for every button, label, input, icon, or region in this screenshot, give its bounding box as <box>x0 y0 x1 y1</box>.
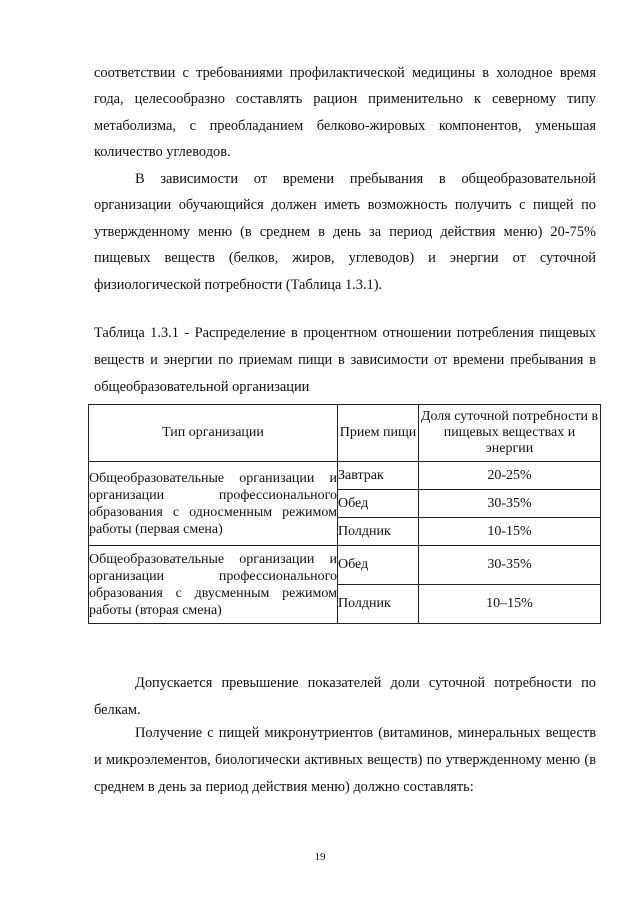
meal-cell: Обед <box>338 546 419 585</box>
column-header-org-type: Тип организации <box>89 405 338 462</box>
share-cell: 20-25% <box>419 462 601 490</box>
meal-distribution-table <box>88 404 601 624</box>
meal-cell: Полдник <box>338 585 419 624</box>
org-type-cell: Общеобразовательные организации и организации профессионального образования с односменным режимом работы (первая смена) <box>89 462 338 546</box>
meal-cell: Завтрак <box>338 462 419 490</box>
paragraph-protein-excess: Допускается превышение показателей доли суточной потребности по белкам. <box>94 675 596 718</box>
share-cell: 10–15% <box>419 585 601 624</box>
paragraph-micronutrients: Получение с пищей микронутриентов (витаминов, минеральных веществ и микроэлементов, биологически активных веществ) по утвержденному меню (в среднем в день за период действия меню) должно составлять: <box>94 725 596 795</box>
share-cell: 30-35% <box>419 546 601 585</box>
column-header-share: Доля суточной потребности в пищевых веществах и энергии <box>419 405 601 462</box>
paragraph-nutrient-requirement: В зависимости от времени пребывания в общеобразовательной организации обучающийся должен иметь возможность получить с пищей по утвержденному меню (в среднем в день за период действия меню) 20-75% пищевых веществ (белков, жиров, углеводов) и энергии от суточной физиологической потребности (Таблица 1.3.1). <box>94 171 596 293</box>
share-cell: 30-35% <box>419 490 601 518</box>
paragraph-cold-season-diet: соответствии с требованиями профилактической медицины в холодное время года, целесообразно составлять рацион применительно к северному типу метаболизма, с преобладанием белково-жировых компонентов, уменьшая количество углеводов. <box>94 65 596 161</box>
table-header-row <box>89 405 601 462</box>
meal-cell: Обед <box>338 490 419 518</box>
table-row <box>89 546 601 585</box>
table-row <box>89 462 601 490</box>
column-header-meal: Прием пищи <box>338 405 419 462</box>
table-caption: Таблица 1.3.1 - Распределение в процентном отношении потребления пищевых веществ и энергии по приемам пищи в зависимости от времени пребывания в общеобразовательной организации <box>94 325 596 395</box>
meal-cell: Полдник <box>338 518 419 546</box>
org-type-cell: Общеобразовательные организации и организации профессионального образования с двусменным режимом работы (вторая смена) <box>89 546 338 624</box>
page-number: 19 <box>314 851 326 863</box>
share-cell: 10-15% <box>419 518 601 546</box>
